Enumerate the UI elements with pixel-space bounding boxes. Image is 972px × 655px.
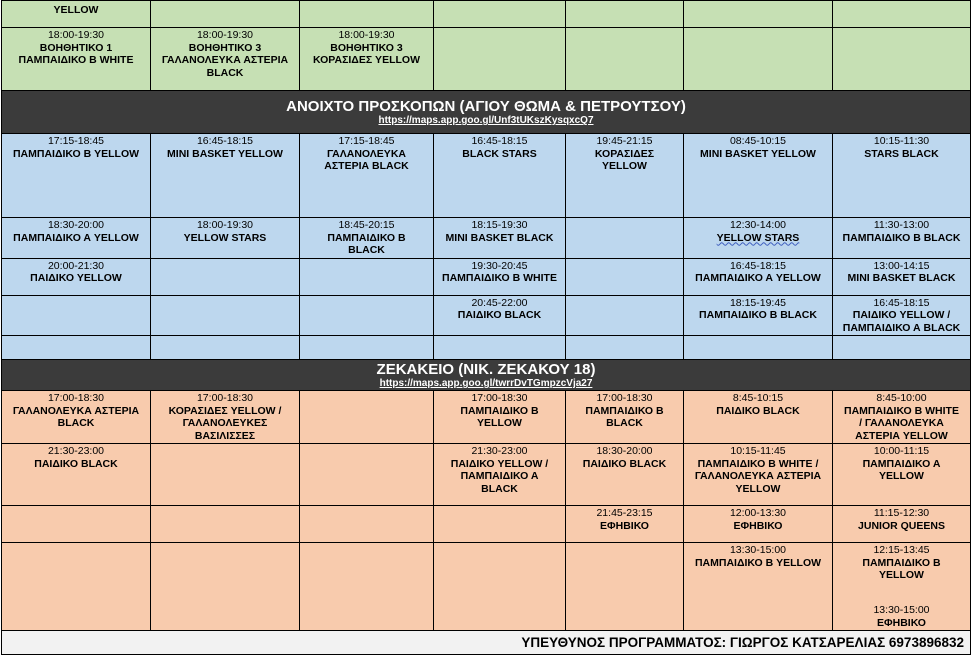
- team-name: ΠΑΜΠΑΙΔΙΚΟ Β BLACK: [327, 231, 406, 256]
- team-name: ΚΟΡΑΣΙΔΕΣ YELLOW / ΓΑΛΑΝΟΛΕΥΚΕΣ ΒΑΣΙΛΙΣΣΕΣ: [168, 404, 282, 442]
- cell: [684, 28, 833, 91]
- team-name: STARS BLACK: [864, 147, 939, 160]
- team-name: MINI BASKET BLACK: [847, 272, 956, 284]
- venue-title: ΑΝΟΙΧΤΟ ΠΡΟΣΚΟΠΩΝ (ΑΓΙΟΥ ΘΩΜΑ & ΠΕΤΡΟΥΤΣΟΥ): [286, 98, 686, 115]
- program-responsible: ΥΠΕΥΘΥΝΟΣ ΠΡΟΓΡΑΜΜΑΤΟΣ: ΓΙΩΡΓΟΣ ΚΑΤΣΑΡΕΛΙΑΣ 6973896832: [2, 631, 971, 655]
- section-header-zekakeio: [2, 360, 971, 391]
- team-name: ΒΟΗΘΗΤΙΚΟ 3 ΚΟΡΑΣΙΔΕΣ YELLOW: [313, 41, 420, 66]
- time-slot: 10:15-11:45: [730, 445, 786, 457]
- team-name: YELLOW STARS: [716, 231, 800, 244]
- cell: [684, 218, 833, 259]
- time-slot: 18:00-19:30: [338, 29, 395, 41]
- cell: [566, 506, 684, 543]
- cell: [833, 336, 971, 360]
- time-slot: 17:15-18:45: [338, 135, 395, 147]
- time-slot: 18:30-20:00: [596, 445, 653, 457]
- time-slot: 12:15-13:45: [873, 544, 930, 556]
- anoixto-row-2: [2, 258, 971, 295]
- time-slot: 17:15-18:45: [47, 135, 105, 147]
- cell: [151, 218, 300, 259]
- cell: [300, 134, 434, 218]
- time-slot: 19:45-21:15: [596, 135, 653, 147]
- cell: [2, 1, 151, 28]
- cell: [2, 295, 151, 336]
- team-name: ΠΑΙΔΙΚΟ BLACK: [457, 309, 542, 321]
- zekakeio-row-2: [2, 506, 971, 543]
- team-name: ΠΑΜΠΑΙΔΙΚΟ Β WHITE: [442, 272, 557, 284]
- team-name: ΠΑΙΔΙΚΟ BLACK: [582, 457, 667, 470]
- time-slot: 18:00-19:30: [196, 219, 254, 231]
- time-slot: 21:45-23:15: [596, 507, 653, 519]
- cell: [833, 258, 971, 295]
- cell: [151, 258, 300, 295]
- cell: [300, 258, 434, 295]
- cell: [566, 444, 684, 506]
- extra-slot: [833, 604, 970, 629]
- cell: [151, 336, 300, 360]
- team-name: MINI BASKET YELLOW: [167, 147, 283, 160]
- team-name: ΠΑΜΠΑΙΔΙΚΟ Β BLACK: [699, 309, 817, 321]
- cell: [434, 295, 566, 336]
- time-slot: 08:45-10:15: [729, 135, 787, 147]
- team-name: ΕΦΗΒΙΚΟ: [600, 519, 649, 532]
- cell: [151, 543, 300, 631]
- top-row-1: [2, 28, 971, 91]
- time-slot: 18:00-19:30: [196, 29, 254, 41]
- venue-title: ΖΕΚΑΚΕΙΟ (ΝΙΚ. ΖΕΚΑΚΟΥ 18): [376, 361, 596, 378]
- cell: [566, 258, 684, 295]
- cell: [566, 28, 684, 91]
- time-slot: 16:45-18:15: [873, 296, 930, 309]
- team-name: ΠΑΙΔΙΚΟ YELLOW / ΠΑΜΠΑΙΔΙΚΟ Α BLACK: [450, 457, 549, 495]
- time-slot: 10:15-11:30: [873, 135, 930, 147]
- top-row-0: [2, 1, 971, 28]
- cell: [2, 258, 151, 295]
- time-slot: 11:15-12:30: [873, 507, 930, 519]
- time-slot: 16:45-18:15: [196, 135, 254, 147]
- time-slot: 16:45-18:15: [729, 259, 787, 272]
- cell: [2, 391, 151, 444]
- team-name: MINI BASKET BLACK: [445, 231, 554, 244]
- cell: [833, 134, 971, 218]
- team-name: ΕΦΗΒΙΚΟ: [733, 519, 783, 532]
- time-slot: 19:30-20:45: [471, 259, 528, 272]
- cell: [151, 1, 300, 28]
- cell: [2, 336, 151, 360]
- cell: [684, 134, 833, 218]
- cell: [566, 1, 684, 28]
- team-name: MINI BASKET YELLOW: [700, 147, 816, 160]
- team-name: ΠΑΜΠΑΙΔΙΚΟ Β BLACK: [585, 404, 664, 429]
- time-slot: 17:00-18:30: [471, 392, 528, 404]
- time-slot: 16:45-18:15: [471, 135, 528, 147]
- venue-map-link[interactable]: https://maps.app.goo.gl/Unf3tUKszKysqxcQ7: [378, 115, 594, 126]
- time-slot: 18:00-19:30: [47, 29, 105, 41]
- cell: [300, 218, 434, 259]
- cell: [833, 444, 971, 506]
- cell: [2, 506, 151, 543]
- time-slot: 18:45-20:15: [338, 219, 395, 231]
- cell: [300, 444, 434, 506]
- time-slot: 13:30-15:00: [873, 604, 930, 616]
- cell: [566, 391, 684, 444]
- cell: [300, 1, 434, 28]
- time-slot: 18:15-19:30: [471, 219, 528, 231]
- zekakeio-row-0: [2, 391, 971, 444]
- cell: [566, 134, 684, 218]
- team-name: BLACK STARS: [462, 147, 537, 160]
- cell: [300, 391, 434, 444]
- time-slot: 8:45-10:00: [876, 392, 927, 404]
- team-name: ΠΑΜΠΑΙΔΙΚΟ Α YELLOW: [862, 457, 941, 482]
- cell: [2, 444, 151, 506]
- team-name: ΠΑΙΔΙΚΟ BLACK: [716, 404, 800, 417]
- time-slot: 12:30-14:00: [729, 219, 787, 231]
- cell: [684, 506, 833, 543]
- cell: [2, 28, 151, 91]
- cell: [151, 444, 300, 506]
- anoixto-row-0: [2, 134, 971, 218]
- cell: [434, 134, 566, 218]
- cell: [300, 543, 434, 631]
- anoixto-row-3: [2, 295, 971, 336]
- time-slot: 20:00-21:30: [47, 259, 105, 272]
- cell: [566, 543, 684, 631]
- team-name: ΒΟΗΘΗΤΙΚΟ 3 ΓΑΛΑΝΟΛΕΥΚΑ ΑΣΤΕΡΙΑ BLACK: [161, 41, 289, 79]
- cell: [2, 218, 151, 259]
- cell: [434, 336, 566, 360]
- cell: [151, 506, 300, 543]
- cell: [300, 336, 434, 360]
- team-name: ΠΑΜΠΑΙΔΙΚΟ Α YELLOW: [13, 231, 139, 244]
- cell-text: YELLOW: [53, 4, 99, 16]
- team-name: ΠΑΜΠΑΙΔΙΚΟ Β BLACK: [842, 231, 961, 244]
- venue-header: [2, 360, 971, 391]
- team-name: ΓΑΛΑΝΟΛΕΥΚΑ ΑΣΤΕΡΙΑ BLACK: [324, 147, 409, 172]
- team-name: ΕΦΗΒΙΚΟ: [877, 616, 926, 629]
- cell: [434, 1, 566, 28]
- cell: [684, 1, 833, 28]
- time-slot: 17:00-18:30: [47, 392, 105, 404]
- team-name: ΒΟΗΘΗΤΙΚΟ 1 ΠΑΜΠΑΙΔΙΚΟ Β WHITE: [18, 41, 134, 66]
- cell: [684, 295, 833, 336]
- cell: [300, 295, 434, 336]
- time-slot: 11:30-13:00: [873, 219, 930, 231]
- team-name: ΠΑΜΠΑΙΔΙΚΟ Β YELLOW: [862, 556, 941, 581]
- schedule-sheet: [1, 0, 970, 650]
- team-name: ΠΑΙΔΙΚΟ BLACK: [34, 457, 118, 470]
- cell: [833, 28, 971, 91]
- schedule-table: [1, 0, 971, 655]
- cell: [833, 506, 971, 543]
- cell: [833, 1, 971, 28]
- time-slot: 18:30-20:00: [47, 219, 105, 231]
- cell: [684, 258, 833, 295]
- time-slot: 20:45-22:00: [471, 296, 528, 309]
- team-name: ΠΑΙΔΙΚΟ YELLOW: [30, 272, 122, 284]
- team-name: ΠΑΙΔΙΚΟ YELLOW / ΠΑΜΠΑΙΔΙΚΟ Α BLACK: [842, 309, 961, 334]
- cell: [566, 295, 684, 336]
- team-name: ΠΑΜΠΑΙΔΙΚΟ Β YELLOW: [694, 556, 822, 569]
- anoixto-row-1: [2, 218, 971, 259]
- venue-map-link[interactable]: https://maps.app.goo.gl/twrrDvTGmpzcVja27: [379, 378, 593, 389]
- team-name: ΠΑΜΠΑΙΔΙΚΟ Β WHITE / ΓΑΛΑΝΟΛΕΥΚΑ ΑΣΤΕΡΙΑ YELLOW: [844, 404, 959, 442]
- team-name: ΠΑΜΠΑΙΔΙΚΟ Β WHITE / ΓΑΛΑΝΟΛΕΥΚΑ ΑΣΤΕΡΙΑ YELLOW: [694, 457, 822, 495]
- cell: [684, 336, 833, 360]
- section-header-anoixto: [2, 91, 971, 134]
- cell: [434, 258, 566, 295]
- time-slot: 21:30-23:00: [471, 445, 528, 457]
- cell: [151, 295, 300, 336]
- team-name: YELLOW STARS: [183, 231, 267, 244]
- cell: [833, 543, 971, 631]
- zekakeio-row-1: [2, 444, 971, 506]
- time-slot: 17:00-18:30: [596, 392, 653, 404]
- cell: [434, 28, 566, 91]
- cell: [2, 543, 151, 631]
- cell: [684, 391, 833, 444]
- time-slot: 10:00-11:15: [873, 445, 930, 457]
- team-name: ΠΑΜΠΑΙΔΙΚΟ Α YELLOW: [695, 272, 821, 284]
- cell: [434, 543, 566, 631]
- cell: [566, 218, 684, 259]
- team-name: ΓΑΛΑΝΟΛΕΥΚΑ ΑΣΤΕΡΙΑ BLACK: [12, 404, 140, 429]
- time-slot: 12:00-13:30: [729, 507, 787, 519]
- team-name: ΠΑΜΠΑΙΔΙΚΟ Β YELLOW: [12, 147, 140, 160]
- zekakeio-row-3: [2, 543, 971, 631]
- cell: [684, 444, 833, 506]
- team-name: JUNIOR QUEENS: [858, 519, 945, 532]
- cell: [434, 444, 566, 506]
- time-slot: 17:00-18:30: [196, 392, 254, 404]
- cell: [2, 134, 151, 218]
- cell: [151, 391, 300, 444]
- cell: [684, 543, 833, 631]
- team-name: ΠΑΜΠΑΙΔΙΚΟ Β YELLOW: [460, 404, 539, 429]
- cell: [434, 506, 566, 543]
- cell: [434, 218, 566, 259]
- anoixto-row-spacer: [2, 336, 971, 360]
- cell: [566, 336, 684, 360]
- cell: [434, 391, 566, 444]
- cell: [151, 28, 300, 91]
- cell: [300, 28, 434, 91]
- team-name: ΚΟΡΑΣΙΔΕΣ YELLOW: [594, 147, 655, 172]
- time-slot: 8:45-10:15: [732, 392, 784, 404]
- time-slot: 13:30-15:00: [729, 544, 787, 556]
- time-slot: 13:00-14:15: [873, 259, 930, 272]
- footer-row: [2, 631, 971, 655]
- cell: [833, 295, 971, 336]
- cell: [151, 134, 300, 218]
- venue-header: [2, 91, 971, 134]
- time-slot: 21:30-23:00: [47, 445, 105, 457]
- cell: [300, 506, 434, 543]
- cell: [833, 218, 971, 259]
- time-slot: 18:15-19:45: [729, 296, 787, 309]
- cell: [833, 391, 971, 444]
